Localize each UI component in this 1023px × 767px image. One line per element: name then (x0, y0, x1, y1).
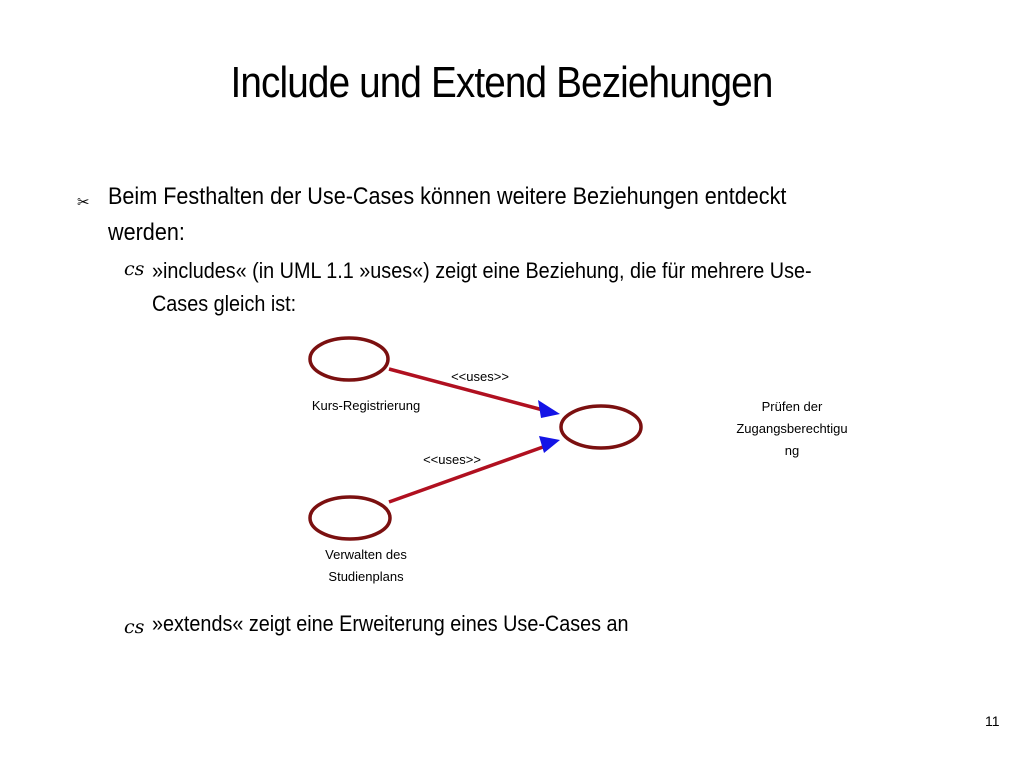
script-cs-icon: cs (124, 616, 145, 638)
uses-relation-label-lower: <<uses>> (423, 452, 481, 467)
main-bullet-line2: werden: (108, 219, 185, 246)
page-number: 11 (985, 713, 1000, 729)
use-case-pruefen-label-line1: Prüfen der (761, 399, 823, 414)
use-case-kurs-registrierung-label: Kurs-Registrierung (311, 398, 421, 413)
uses-relation-label-upper: <<uses>> (451, 369, 509, 384)
use-case-pruefen-label-line3: ng (784, 443, 800, 458)
script-cs-icon: cs (124, 258, 145, 280)
use-case-pruefen-label-line2: Zugangsberechtigu (736, 421, 848, 436)
use-case-verwalten-label-line1: Verwalten des (325, 547, 407, 562)
sub-bullet-extends-line1: »extends« zeigt eine Erweiterung eines Use-Cases an (152, 611, 629, 636)
use-case-verwalten-label-line2: Studienplans (328, 569, 404, 584)
uses-arrow-head-upper (538, 400, 560, 418)
scissors-icon: ✂ (77, 193, 90, 211)
sub-bullet-includes-line2: Cases gleich ist: (152, 291, 297, 316)
sub-bullet-includes-line1: »includes« (in UML 1.1 »uses«) zeigt eine Beziehung, die für mehrere Use- (152, 258, 812, 283)
use-case-verwalten-ellipse (310, 497, 390, 539)
use-case-pruefen-ellipse (561, 406, 641, 448)
uses-arrow-head-lower (539, 436, 560, 453)
sub-bullet-extends (152, 607, 629, 640)
slide-title: Include und Extend Beziehungen (230, 58, 773, 107)
main-bullet-line1: Beim Festhalten der Use-Cases können weitere Beziehungen entdeckt (108, 183, 787, 210)
use-case-kurs-registrierung-ellipse (310, 338, 388, 380)
